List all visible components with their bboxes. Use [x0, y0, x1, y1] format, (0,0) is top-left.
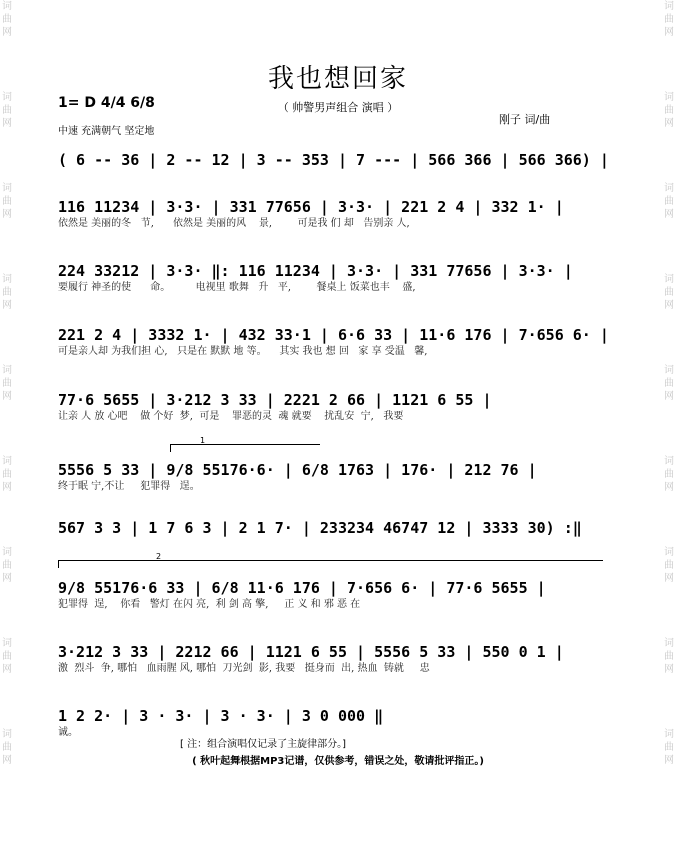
author-credit: 刚子 词/曲: [499, 113, 551, 126]
lyric-line: 犯罪得 逞, 你看 警灯 在闪 亮, 利 剑 高 擎, 正 义 和 邪 恶 在: [58, 599, 361, 610]
key-signature: 1= D 4/4 6/8: [58, 95, 155, 111]
lyric-line: 诚。: [58, 727, 78, 738]
notation-line: 77·6 5655 | 3·212 3 33 | 2221 2 66 | 1121 6 55 |: [58, 391, 492, 409]
lyric-line: 依然是 美丽的冬 节, 依然是 美丽的风 景, 可是我 们 却 告别亲 人,: [58, 218, 410, 229]
score-row: [58, 460, 618, 494]
notation-line: 1 2 2· | 3 · 3· | 3 · 3· | 3 0 000 ‖: [58, 707, 384, 725]
score-row: [58, 390, 618, 424]
tempo-marking: 中速 充满朝气 坚定地: [58, 126, 155, 137]
volta-bracket-2: 2: [58, 560, 603, 561]
performer-credit: （ 帅警男声组合 演唱 ）: [277, 101, 399, 114]
notation-line: ( 6 -- 36 | 2 -- 12 | 3 -- 353 | 7 --- | 566 366 | 566 366) |: [58, 151, 609, 169]
score-row: [58, 261, 618, 295]
footnote-arrangement: [ 注：组合演唱仅记录了主旋律部分。]: [180, 739, 346, 750]
score-row: [58, 197, 618, 231]
lyric-line: 要履行 神圣的使 命。 电视里 歌舞 升 平, 餐桌上 饭菜也丰 盛,: [58, 282, 416, 293]
score-row: [58, 150, 618, 170]
notation-line: 5556 5 33 | 9/8 55176·6· | 6/8 1763 | 176· | 212 76 |: [58, 461, 537, 479]
volta-bracket-1: 1: [170, 444, 320, 445]
lyric-line: 让亲 人 放 心吧 做 个好 梦, 可是 罪恶的灵 魂 就要 扰乱安 宁, 我要: [58, 411, 404, 422]
song-title: 我也想回家: [267, 64, 408, 94]
lyric-line: 可是亲人却 为我们担 心, 只是在 默默 地 等。 其实 我也 想 回 家 享 受温 馨,: [58, 346, 428, 357]
notation-line: 224 33212 | 3·3· ‖: 116 11234 | 3·3· | 331 77656 | 3·3· |: [58, 262, 573, 280]
notation-line: 567 3 3 | 1 7 6 3 | 2 1 7· | 233234 46747 12 | 3333 30) :‖: [58, 519, 582, 537]
watermark-left: 词曲网 词曲网 词曲网 词曲网 词曲网 词曲网 词曲网 词曲网 词曲网: [2, 1, 12, 766]
score-row: [58, 642, 618, 676]
notation-line: 3·212 3 33 | 2212 66 | 1121 6 55 | 5556 5 33 | 550 0 1 |: [58, 643, 564, 661]
lyric-line: 激 烈斗 争, 哪怕 血雨腥 风, 哪怕 刀光剑 影, 我要 挺身而 出, 热血 铸就 忠: [58, 663, 430, 674]
footnote-transcriber: ( 秋叶起舞根据MP3记谱，仅供参考，错误之处，敬请批评指正。): [192, 756, 484, 767]
notation-line: 221 2 4 | 3332 1· | 432 33·1 | 6·6 33 | 11·6 176 | 7·656 6· |: [58, 326, 609, 344]
notation-line: 116 11234 | 3·3· | 331 77656 | 3·3· | 221 2 4 | 332 1· |: [58, 198, 564, 216]
score-row: [58, 518, 618, 538]
lyric-line: 终于眠 宁,不让 犯罪得 逞。: [58, 481, 200, 492]
score-row: [58, 578, 618, 612]
notation-line: 9/8 55176·6 33 | 6/8 11·6 176 | 7·656 6· | 77·6 5655 |: [58, 579, 546, 597]
score-row: [58, 325, 618, 359]
watermark-right: 词曲网 词曲网 词曲网 词曲网 词曲网 词曲网 词曲网 词曲网 词曲网: [664, 1, 674, 766]
